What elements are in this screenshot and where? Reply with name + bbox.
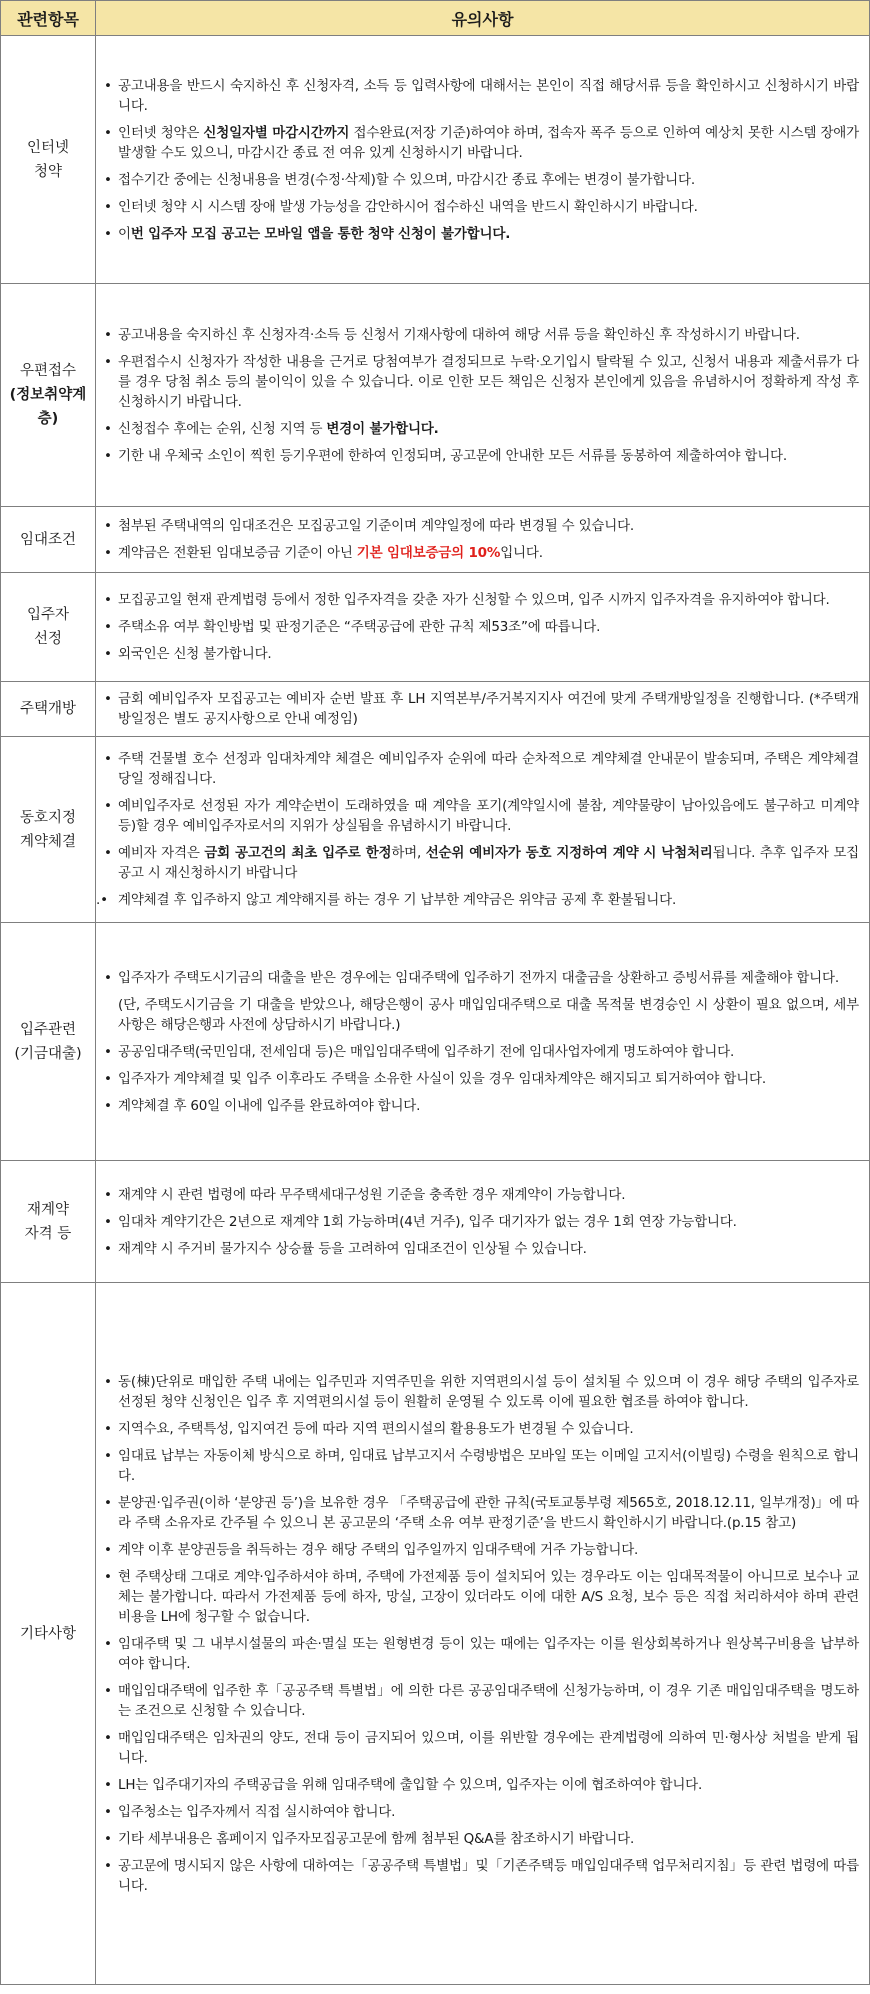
list-item: • 이번 입주자 모집 공고는 모바일 앱을 통한 청약 신청이 불가합니다. [102,224,859,244]
category-label: 재계약 [26,1201,70,1218]
list-note: (단, 주택도시기금을 기 대출을 받았으나, 해당은행이 공사 매입임대주택으로 대출 목적물 변경승인 시 상환이 필요 없으며, 세부사항은 해당은행과 사전에 상담하시기 바랍니다.) [118,996,859,1033]
emphasis-red: 기본 임대보증금의 10% [356,545,501,561]
section-tenant-selection [1,573,870,682]
section-internet-application [1,36,870,284]
list-item: • 접수기간 중에는 신청내용을 변경(수정·삭제)할 수 있으며, 마감시간 종료 후에는 변경이 불가합니다. [102,170,859,190]
section-rental-conditions [1,507,870,573]
list-item: • 공고문에 명시되지 않은 사항에 대하여는「공공주택 특별법」및「기존주택등 매입임대주택 업무처리지침」등 관련 법령에 따릅니다. [102,1856,859,1896]
category-cell [1,682,96,737]
category-label: 인터넷 [26,139,70,156]
notice-list [102,516,859,563]
content-cell [96,923,870,1161]
notice-list [102,1372,859,1896]
list-item: • LH는 입주대기자의 주택공급을 위해 임대주택에 출입할 수 있으며, 입주자는 이에 협조하여야 합니다. [102,1775,859,1795]
category-label: 자격 등 [24,1225,72,1242]
list-item: • 현 주택상태 그대로 계약·입주하셔야 하며, 주택에 가전제품 등이 설치되어 있는 경우라도 이는 임대목적물이 아니므로 보수나 교체는 불가합니다. 따라서 가전제품 등에 하자, 망실, 고장이 있더라도 이에 대한 A/S 요청, 보수 등은 직접 처리하셔야 하며 관련 비용을 LH에 청구할 수 없습니다. [102,1567,859,1627]
category-label: 주택개방 [19,701,77,717]
list-item: • 공공임대주택(국민임대, 전세임대 등)은 매입임대주택에 입주하기 전에 임대사업자에게 명도하여야 합니다. [102,1042,859,1062]
category-label: 입주관련 [19,1021,77,1038]
list-item: • 분양권·입주권(이하 ‘분양권 등’)을 보유한 경우 「주택공급에 관한 규칙(국토교통부령 제565호, 2018.12.11, 일부개정)」에 따라 주택 소유자로 간주될 수 있으니 본 공고문의 ‘주택 소유 여부 판정기준’을 반드시 확인하시기 바랍니다.(p.15 참고) [102,1493,859,1533]
list-item: .• 계약체결 후 입주하지 않고 계약해지를 하는 경우 기 납부한 계약금은 위약금 공제 후 환불됩니다. [102,890,859,910]
category-label: 선정 [33,631,62,647]
list-item: • 임대료 납부는 자동이체 방식으로 하며, 임대료 납부고지서 수령방법은 모바일 또는 이메일 고지서(이빌링) 수령을 원칙으로 합니다. [102,1446,859,1486]
list-item: • 예비자 자격은 금회 공고건의 최초 입주로 한정하며, 선순위 예비자가 동호 지정하여 계약 시 낙첨처리됩니다. 추후 입주자 모집공고 시 재신청하시기 바랍니다 [102,843,859,883]
category-label: 임대조건 [19,531,77,548]
list-item: • 인터넷 청약은 신청일자별 마감시간까지 접수완료(저장 기준)하여야 하며, 접속자 폭주 등으로 인하여 예상치 못한 시스템 장애가 발생할 수도 있으니, 마감시간 종료 전 여유 있게 신청하시기 바랍니다. [102,123,859,163]
category-label: 계약체결 [19,833,77,850]
content-cell [96,1283,870,1985]
list-item: • 재계약 시 주거비 물가지수 상승률 등을 고려하여 임대조건이 인상될 수 있습니다. [102,1239,859,1259]
list-item: • 기한 내 우체국 소인이 찍힌 등기우편에 한하여 인정되며, 공고문에 안내한 모든 서류를 동봉하여 제출하여야 합니다. [102,446,859,466]
list-item: • 모집공고일 현재 관계법령 등에서 정한 입주자격을 갖춘 자가 신청할 수 있으며, 입주 시까지 입주자격을 유지하여야 합니다. [102,590,859,610]
content-cell [96,1161,870,1283]
category-cell [1,573,96,682]
list-item: • 매입임대주택은 임차권의 양도, 전대 등이 금지되어 있으며, 이를 위반할 경우에는 관계법령에 의하여 민·형사상 처벌을 받게 됩니다. [102,1728,859,1768]
content-cell [96,507,870,573]
category-cell [1,507,96,573]
list-item: • 공고내용을 숙지하신 후 신청자격·소득 등 신청서 기재사항에 대하여 해당 서류 등을 확인하신 후 작성하시기 바랍니다. [102,325,859,345]
list-item: • 동(棟)단위로 매입한 주택 내에는 입주민과 지역주민을 위한 지역편의시설 등이 설치될 수 있으며 이 경우 해당 주택의 입주자로 선정된 청약 신청인은 입주 후 지역편의시설 등이 원활히 운영될 수 있도록 이에 필요한 협조를 하여야 합니다. [102,1372,859,1412]
notice-list [102,590,859,664]
category-cell [1,737,96,923]
header-row [1,1,870,36]
content-cell [96,573,870,682]
category-label: 청약 [33,163,62,180]
list-item: • 예비입주자로 선정된 자가 계약순번이 도래하였을 때 계약을 포기(계약일시에 불참, 계약물량이 남아있음에도 불구하고 미계약 등)할 경우 예비입주자로서의 지위가 상실됨을 유념하시기 바랍니다. [102,796,859,836]
content-cell [96,682,870,737]
list-item: • 첨부된 주택내역의 임대조건은 모집공고일 기준이며 계약일정에 따라 변경될 수 있습니다. [102,516,859,536]
list-item: • 계약체결 후 60일 이내에 입주를 완료하여야 합니다. [102,1096,859,1116]
notice-list [102,325,859,466]
category-label: (기금대출) [14,1045,82,1062]
section-house-opening [1,682,870,737]
list-item: • 기타 세부내용은 홈페이지 입주자모집공고문에 함께 첨부된 Q&A를 참조하시기 바랍니다. [102,1829,859,1849]
category-cell [1,36,96,284]
list-item: • 신청접수 후에는 순위, 신청 지역 등 변경이 불가합니다. [102,419,859,439]
content-cell [96,284,870,507]
category-cell [1,1283,96,1985]
notice-list [102,749,859,910]
content-cell [96,36,870,284]
list-item: • 입주청소는 입주자께서 직접 실시하여야 합니다. [102,1802,859,1822]
list-item: • 외국인은 신청 불가합니다. [102,644,859,664]
list-item: • 매입임대주택에 입주한 후「공공주택 특별법」에 의한 다른 공공임대주택에 신청가능하며, 이 경우 기존 매입임대주택을 명도하는 조건으로 신청할 수 있습니다. [102,1681,859,1721]
category-label: 동호지정 [19,809,77,826]
list-item: • 인터넷 청약 시 시스템 장애 발생 가능성을 감안하시어 접수하신 내역을 반드시 확인하시기 바랍니다. [102,197,859,217]
header-category: 관련항목 [1,1,96,36]
list-item: • 주택소유 여부 확인방법 및 판정기준은 “주택공급에 관한 규칙 제53조”에 따릅니다. [102,617,859,637]
category-cell [1,923,96,1161]
category-cell [1,284,96,507]
category-cell [1,1161,96,1283]
section-unit-contract [1,737,870,923]
category-label: 우편접수 [19,363,77,379]
section-renewal [1,1161,870,1283]
list-item: • 주택 건물별 호수 선정과 임대차계약 체결은 예비입주자 순위에 따라 순차적으로 계약체결 안내문이 발송되며, 주택은 계약체결 당일 정해집니다. [102,749,859,789]
category-label: 입주자 [26,607,70,623]
notice-list [102,76,859,244]
list-item: • 금회 예비입주자 모집공고는 예비자 순번 발표 후 LH 지역본부/주거복지지사 여건에 맞게 주택개방일정을 진행합니다. (*주택개방일정은 별도 공지사항으로 안내 예정임) [102,689,859,729]
list-item: • 지역수요, 주택특성, 입지여건 등에 따라 지역 편의시설의 활용용도가 변경될 수 있습니다. [102,1419,859,1439]
section-miscellaneous [1,1283,870,1985]
list-item: • 재계약 시 관련 법령에 따라 무주택세대구성원 기준을 충족한 경우 재계약이 가능합니다. [102,1185,859,1205]
notice-list [102,689,859,729]
list-item: • 우편접수시 신청자가 작성한 내용을 근거로 당첨여부가 결정되므로 누락·오기입시 탈락될 수 있고, 신청서 내용과 제출서류가 다를 경우 당첨 취소 등의 불이익이 있을 수 있습니다. 이로 인한 모든 책임은 신청자 본인에게 있음을 유념하시어 정확하게 작성 후 신청하시기 바랍니다. [102,352,859,412]
list-item: • 입주자가 계약체결 및 입주 이후라도 주택을 소유한 사실이 있을 경우 임대차계약은 해지되고 퇴거하여야 합니다. [102,1069,859,1089]
content-cell [96,737,870,923]
section-mail-application [1,284,870,507]
notice-list [102,1185,859,1259]
list-item: • 공고내용을 반드시 숙지하신 후 신청자격, 소득 등 입력사항에 대해서는 본인이 직접 해당서류 등을 확인하시고 신청하시기 바랍니다. [102,76,859,116]
notice-list [102,968,859,1116]
category-label: 기타사항 [19,1625,77,1642]
list-item: • 임대주택 및 그 내부시설물의 파손·멸실 또는 원형변경 등이 있는 때에는 입주자는 이를 원상회복하거나 원상복구비용을 납부하여야 합니다. [102,1634,859,1674]
list-item: • 입주자가 주택도시기금의 대출을 받은 경우에는 임대주택에 입주하기 전까지 대출금을 상환하고 증빙서류를 제출해야 합니다. [102,968,859,988]
list-item: • 임대차 계약기간은 2년으로 재계약 1회 가능하며(4년 거주), 입주 대기자가 없는 경우 1회 연장 가능합니다. [102,1212,859,1232]
header-content: 유의사항 [96,1,870,36]
section-move-in-loan [1,923,870,1161]
category-sublabel: (정보취약계층) [9,387,87,427]
list-item: • 계약금은 전환된 임대보증금 기준이 아닌 기본 임대보증금의 10%입니다. [102,543,859,563]
list-item: • 계약 이후 분양권등을 취득하는 경우 해당 주택의 입주일까지 임대주택에 거주 가능합니다. [102,1540,859,1560]
